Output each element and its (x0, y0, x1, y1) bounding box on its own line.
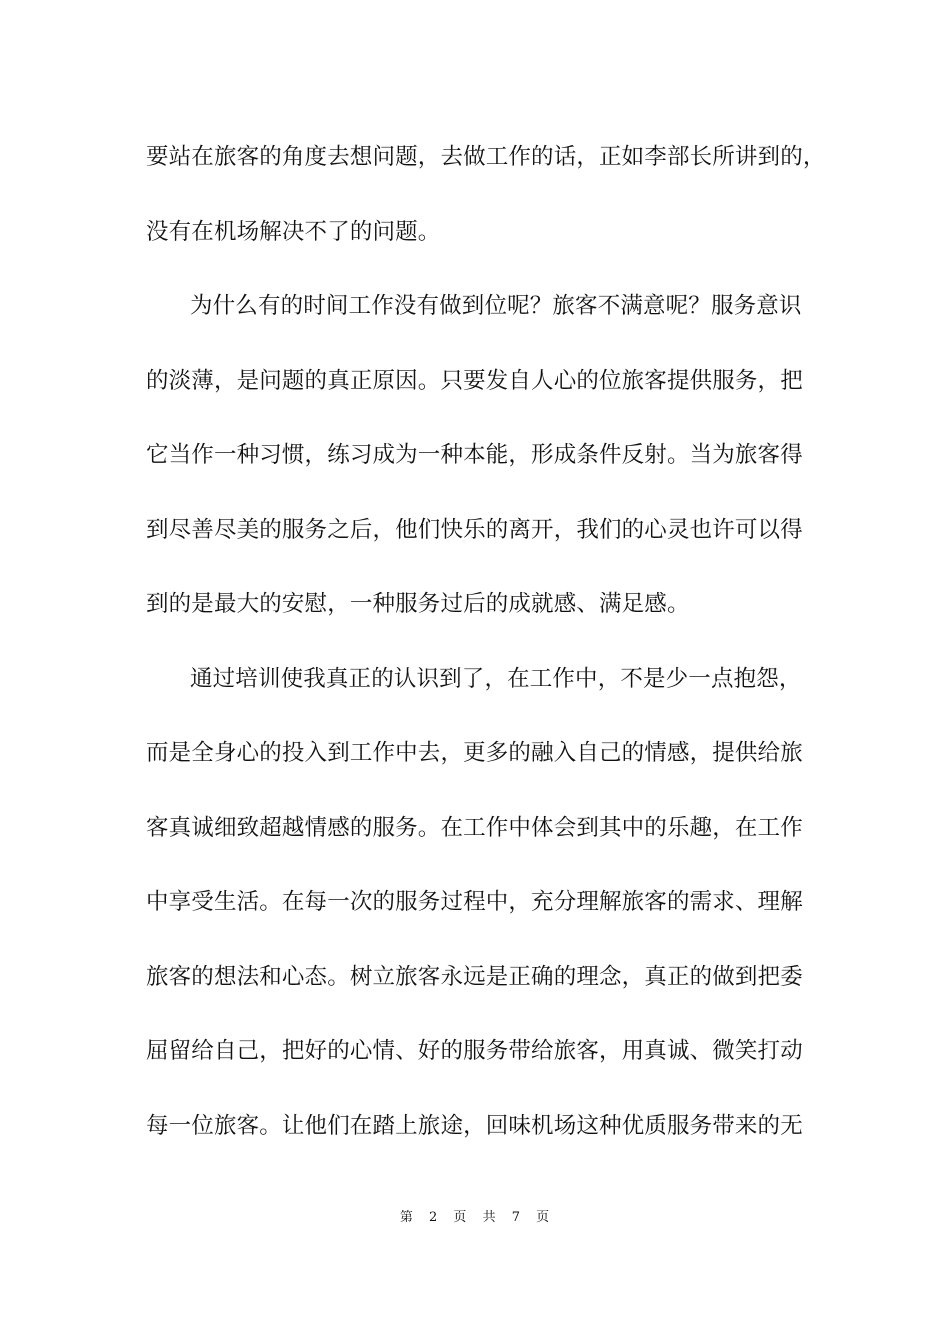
text-line: 到的是最大的安慰，一种服务过后的成就感、满足感。 (146, 591, 690, 617)
footer-prefix: 第 (399, 1210, 414, 1225)
footer-total-prefix: 共 (482, 1210, 497, 1225)
text-line: 的淡薄，是问题的真正原因。只要发自人心的位旅客提供服务，把 (146, 367, 803, 394)
body-text (146, 130, 826, 1173)
text-line: 旅客的想法和心态。树立旅客永远是正确的理念，真正的做到把委 (146, 963, 803, 990)
text-line: 客真诚细致超越情感的服务。在工作中体会到其中的乐趣，在工作 (146, 814, 803, 841)
text-line: 屈留给自己，把好的心情、好的服务带给旅客，用真诚、微笑打动 (146, 1038, 803, 1064)
text-line: 而是全身心的投入到工作中去，更多的融入自己的情感，提供给旅 (146, 740, 803, 766)
footer-total-unit: 页 (536, 1210, 551, 1225)
text-line: 到尽善尽美的服务之后，他们快乐的离开，我们的心灵也许可以得 (146, 516, 803, 543)
text-line: 每一位旅客。让他们在踏上旅途，回味机场这种优质服务带来的无 (146, 1112, 803, 1139)
current-page-number: 2 (428, 1210, 439, 1225)
paragraph-start-line: 通过培训使我真正的认识到了，在工作中，不是少一点抱怨， (190, 665, 802, 692)
page-footer (0, 1206, 950, 1225)
paragraph-start-line: 为什么有的时间工作没有做到位呢？旅客不满意呢？服务意识 (190, 293, 802, 319)
footer-page-unit: 页 (453, 1210, 468, 1225)
text-line: 没有在机场解决不了的问题。 (146, 218, 441, 245)
text-line: 它当作一种习惯，练习成为一种本能，形成条件反射。当为旅客得 (146, 442, 803, 468)
text-line: 中享受生活。在每一次的服务过程中，充分理解旅客的需求、理解 (146, 889, 803, 915)
total-page-number: 7 (511, 1210, 521, 1225)
text-line: 要站在旅客的角度去想问题，去做工作的话，正如李部长所讲到的， (146, 144, 826, 170)
